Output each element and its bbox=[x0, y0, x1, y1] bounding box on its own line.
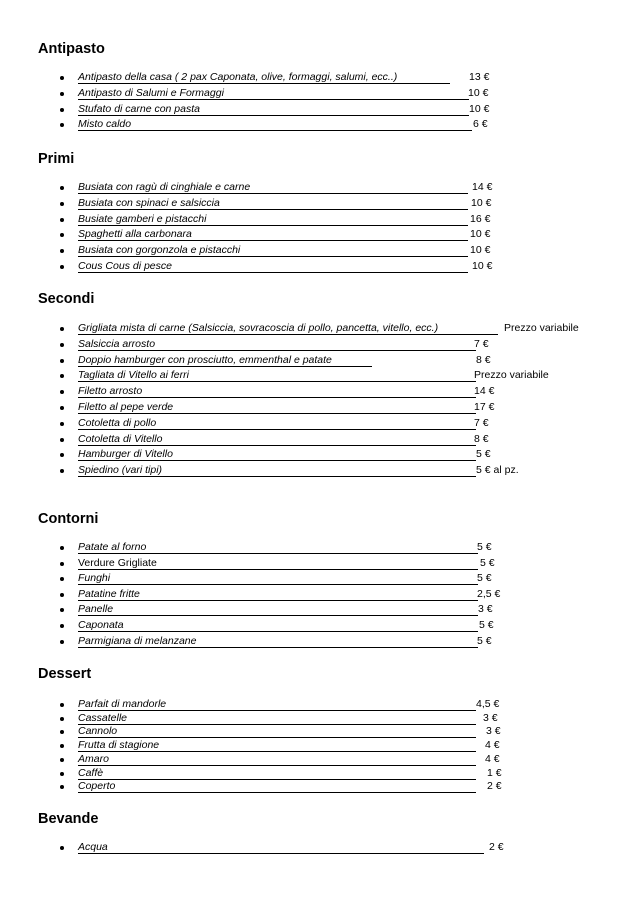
item-name: Spiedino (vari tipi) bbox=[78, 464, 163, 477]
section-title: Contorni bbox=[38, 511, 99, 527]
item-name: Misto caldo bbox=[78, 118, 132, 131]
item-price: 10 € bbox=[468, 86, 489, 99]
item-name: Frutta di stagione bbox=[78, 739, 160, 752]
menu-item bbox=[0, 322, 640, 336]
menu-item bbox=[0, 244, 640, 258]
item-price: 2 € bbox=[487, 780, 502, 793]
item-name: Cotoletta di pollo bbox=[78, 416, 157, 429]
item-price: 6 € bbox=[473, 118, 488, 131]
leader-line bbox=[78, 99, 469, 100]
leader-line bbox=[78, 476, 476, 477]
bullet-icon bbox=[60, 469, 64, 473]
item-name: Cotoletta di Vitello bbox=[78, 432, 163, 445]
bullet-icon bbox=[60, 249, 64, 253]
item-price: 8 € bbox=[474, 432, 489, 445]
menu-item bbox=[0, 464, 640, 478]
item-name: Busiate gamberi e pistacchi bbox=[78, 212, 207, 225]
section-title: Secondi bbox=[38, 291, 95, 307]
item-price: 4 € bbox=[485, 739, 500, 752]
bullet-icon bbox=[60, 730, 64, 734]
item-name: Amaro bbox=[78, 752, 109, 765]
item-price: Prezzo variabile bbox=[504, 322, 579, 334]
menu-item bbox=[0, 401, 640, 415]
menu-item bbox=[0, 698, 640, 712]
menu-item bbox=[0, 619, 640, 633]
item-name: Parfait di mandorle bbox=[78, 698, 167, 710]
item-name: Acqua bbox=[78, 841, 108, 853]
menu-item bbox=[0, 841, 640, 855]
item-price: 3 € bbox=[478, 603, 493, 616]
leader-line bbox=[78, 256, 468, 257]
item-name: Patate al forno bbox=[78, 541, 147, 553]
item-name: Filetto al pepe verde bbox=[78, 401, 174, 413]
leader-line bbox=[78, 83, 450, 84]
item-price: 13 € bbox=[469, 71, 490, 83]
bullet-icon bbox=[60, 772, 64, 776]
leader-line bbox=[78, 792, 476, 793]
item-name: Busiata con spinaci e salsiccia bbox=[78, 196, 220, 209]
item-price: 3 € bbox=[483, 711, 498, 724]
item-price: 5 € al pz. bbox=[476, 464, 519, 477]
leader-line bbox=[78, 647, 478, 648]
menu-item bbox=[0, 603, 640, 617]
leader-line bbox=[78, 445, 476, 446]
item-price: 17 € bbox=[474, 401, 495, 413]
item-name: Patatine fritte bbox=[78, 587, 140, 600]
item-price: 1 € bbox=[487, 766, 502, 779]
item-price: 5 € bbox=[480, 556, 495, 569]
leader-line bbox=[78, 272, 468, 273]
item-price: 16 € bbox=[470, 212, 491, 225]
item-name: Panelle bbox=[78, 603, 114, 616]
leader-line bbox=[78, 366, 372, 367]
bullet-icon bbox=[60, 327, 64, 331]
bullet-icon bbox=[60, 422, 64, 426]
section-title: Primi bbox=[38, 151, 75, 167]
item-name: Busiata con gorgonzola e pistacchi bbox=[78, 244, 241, 257]
menu-item bbox=[0, 417, 640, 431]
item-price: 14 € bbox=[474, 385, 495, 398]
leader-line bbox=[78, 334, 498, 335]
menu-item bbox=[0, 338, 640, 352]
bullet-icon bbox=[60, 453, 64, 457]
item-name: Spaghetti alla carbonara bbox=[78, 228, 192, 241]
menu-item bbox=[0, 541, 640, 555]
leader-line bbox=[78, 130, 472, 131]
item-price: 5 € bbox=[477, 541, 492, 553]
menu-item bbox=[0, 197, 640, 211]
bullet-icon bbox=[60, 717, 64, 721]
menu-item bbox=[0, 753, 640, 767]
bullet-icon bbox=[60, 374, 64, 378]
bullet-icon bbox=[60, 108, 64, 112]
menu-item bbox=[0, 712, 640, 726]
menu-item bbox=[0, 260, 640, 274]
bullet-icon bbox=[60, 758, 64, 762]
menu-item bbox=[0, 228, 640, 242]
item-price: 8 € bbox=[476, 353, 491, 366]
menu-item bbox=[0, 385, 640, 399]
item-price: 10 € bbox=[469, 102, 490, 115]
menu-item bbox=[0, 725, 640, 739]
bullet-icon bbox=[60, 233, 64, 237]
menu-item bbox=[0, 369, 640, 383]
leader-line bbox=[78, 397, 476, 398]
menu-item bbox=[0, 448, 640, 462]
item-name: Grigliata mista di carne (Salsiccia, sovracoscia di pollo, pancetta, vitello, ecc.) bbox=[78, 322, 439, 334]
item-name: Funghi bbox=[78, 572, 111, 585]
item-price: 3 € bbox=[486, 725, 501, 738]
leader-line bbox=[78, 193, 468, 194]
item-price: 10 € bbox=[472, 260, 493, 272]
menu-item bbox=[0, 739, 640, 753]
item-price: 4,5 € bbox=[476, 698, 500, 710]
leader-line bbox=[78, 600, 478, 601]
item-name: Filetto arrosto bbox=[78, 385, 143, 398]
item-name: Cous Cous di pesce bbox=[78, 260, 172, 272]
bullet-icon bbox=[60, 846, 64, 850]
item-price: 10 € bbox=[471, 196, 492, 209]
item-price: Prezzo variabile bbox=[474, 369, 549, 382]
leader-line bbox=[78, 429, 476, 430]
bullet-icon bbox=[60, 744, 64, 748]
bullet-icon bbox=[60, 390, 64, 394]
bullet-icon bbox=[60, 624, 64, 628]
item-name: Coperto bbox=[78, 780, 116, 793]
menu-item bbox=[0, 354, 640, 368]
item-name: Doppio hamburger con prosciutto, emmenthal e patate bbox=[78, 353, 332, 366]
bullet-icon bbox=[60, 218, 64, 222]
item-price: 4 € bbox=[485, 752, 500, 765]
item-price: 5 € bbox=[476, 448, 491, 461]
item-price: 5 € bbox=[477, 634, 492, 647]
bullet-icon bbox=[60, 546, 64, 550]
leader-line bbox=[78, 615, 478, 616]
menu-item bbox=[0, 118, 640, 132]
item-price: 10 € bbox=[470, 228, 491, 241]
item-name: Stufato di carne con pasta bbox=[78, 102, 200, 115]
bullet-icon bbox=[60, 92, 64, 96]
item-name: Hamburger di Vitello bbox=[78, 448, 173, 461]
item-price: 2 € bbox=[489, 841, 504, 853]
item-price: 10 € bbox=[470, 244, 491, 257]
item-name: Cannolo bbox=[78, 725, 118, 738]
bullet-icon bbox=[60, 703, 64, 707]
item-name: Parmigiana di melanzane bbox=[78, 634, 197, 647]
menu-item bbox=[0, 87, 640, 101]
item-price: 14 € bbox=[472, 181, 493, 193]
bullet-icon bbox=[60, 438, 64, 442]
menu-item bbox=[0, 433, 640, 447]
leader-line bbox=[78, 553, 478, 554]
section-title: Dessert bbox=[38, 666, 92, 682]
menu-item bbox=[0, 103, 640, 117]
leader-line bbox=[78, 209, 468, 210]
bullet-icon bbox=[60, 123, 64, 127]
item-name: Verdure Grigliate bbox=[78, 556, 157, 569]
item-price: 5 € bbox=[477, 572, 492, 585]
bullet-icon bbox=[60, 265, 64, 269]
leader-line bbox=[78, 569, 478, 570]
bullet-icon bbox=[60, 562, 64, 566]
bullet-icon bbox=[60, 593, 64, 597]
leader-line bbox=[78, 413, 476, 414]
item-name: Caponata bbox=[78, 619, 124, 631]
bullet-icon bbox=[60, 640, 64, 644]
bullet-icon bbox=[60, 608, 64, 612]
item-price: 7 € bbox=[474, 416, 489, 429]
item-name: Antipasto di Salumi e Formaggi bbox=[78, 86, 224, 99]
leader-line bbox=[78, 631, 478, 632]
leader-line bbox=[78, 225, 468, 226]
leader-line bbox=[78, 584, 478, 585]
leader-line bbox=[78, 381, 476, 382]
section-title: Antipasto bbox=[38, 41, 105, 57]
item-name: Caffè bbox=[78, 766, 104, 779]
item-name: Busiata con ragù di cinghiale e carne bbox=[78, 181, 251, 193]
menu-item bbox=[0, 588, 640, 602]
menu-item bbox=[0, 557, 640, 571]
bullet-icon bbox=[60, 359, 64, 363]
bullet-icon bbox=[60, 785, 64, 789]
menu-item bbox=[0, 71, 640, 85]
item-price: 2,5 € bbox=[477, 587, 501, 600]
menu-item bbox=[0, 181, 640, 195]
item-price: 7 € bbox=[474, 337, 489, 350]
menu-item bbox=[0, 572, 640, 586]
item-price: 5 € bbox=[479, 619, 494, 631]
item-name: Cassatelle bbox=[78, 711, 128, 724]
bullet-icon bbox=[60, 577, 64, 581]
leader-line bbox=[78, 115, 469, 116]
menu-item bbox=[0, 635, 640, 649]
item-name: Tagliata di Vitello ai ferri bbox=[78, 369, 189, 382]
bullet-icon bbox=[60, 406, 64, 410]
leader-line bbox=[78, 460, 476, 461]
leader-line bbox=[78, 350, 476, 351]
item-name: Salsiccia arrosto bbox=[78, 337, 156, 350]
bullet-icon bbox=[60, 343, 64, 347]
bullet-icon bbox=[60, 186, 64, 190]
bullet-icon bbox=[60, 202, 64, 206]
leader-line bbox=[78, 853, 484, 854]
bullet-icon bbox=[60, 76, 64, 80]
item-name: Antipasto della casa ( 2 pax Caponata, olive, formaggi, salumi, ecc..) bbox=[78, 71, 398, 83]
leader-line bbox=[78, 240, 468, 241]
menu-item bbox=[0, 213, 640, 227]
menu-item bbox=[0, 767, 640, 781]
section-title: Bevande bbox=[38, 811, 99, 827]
menu-item bbox=[0, 780, 640, 794]
